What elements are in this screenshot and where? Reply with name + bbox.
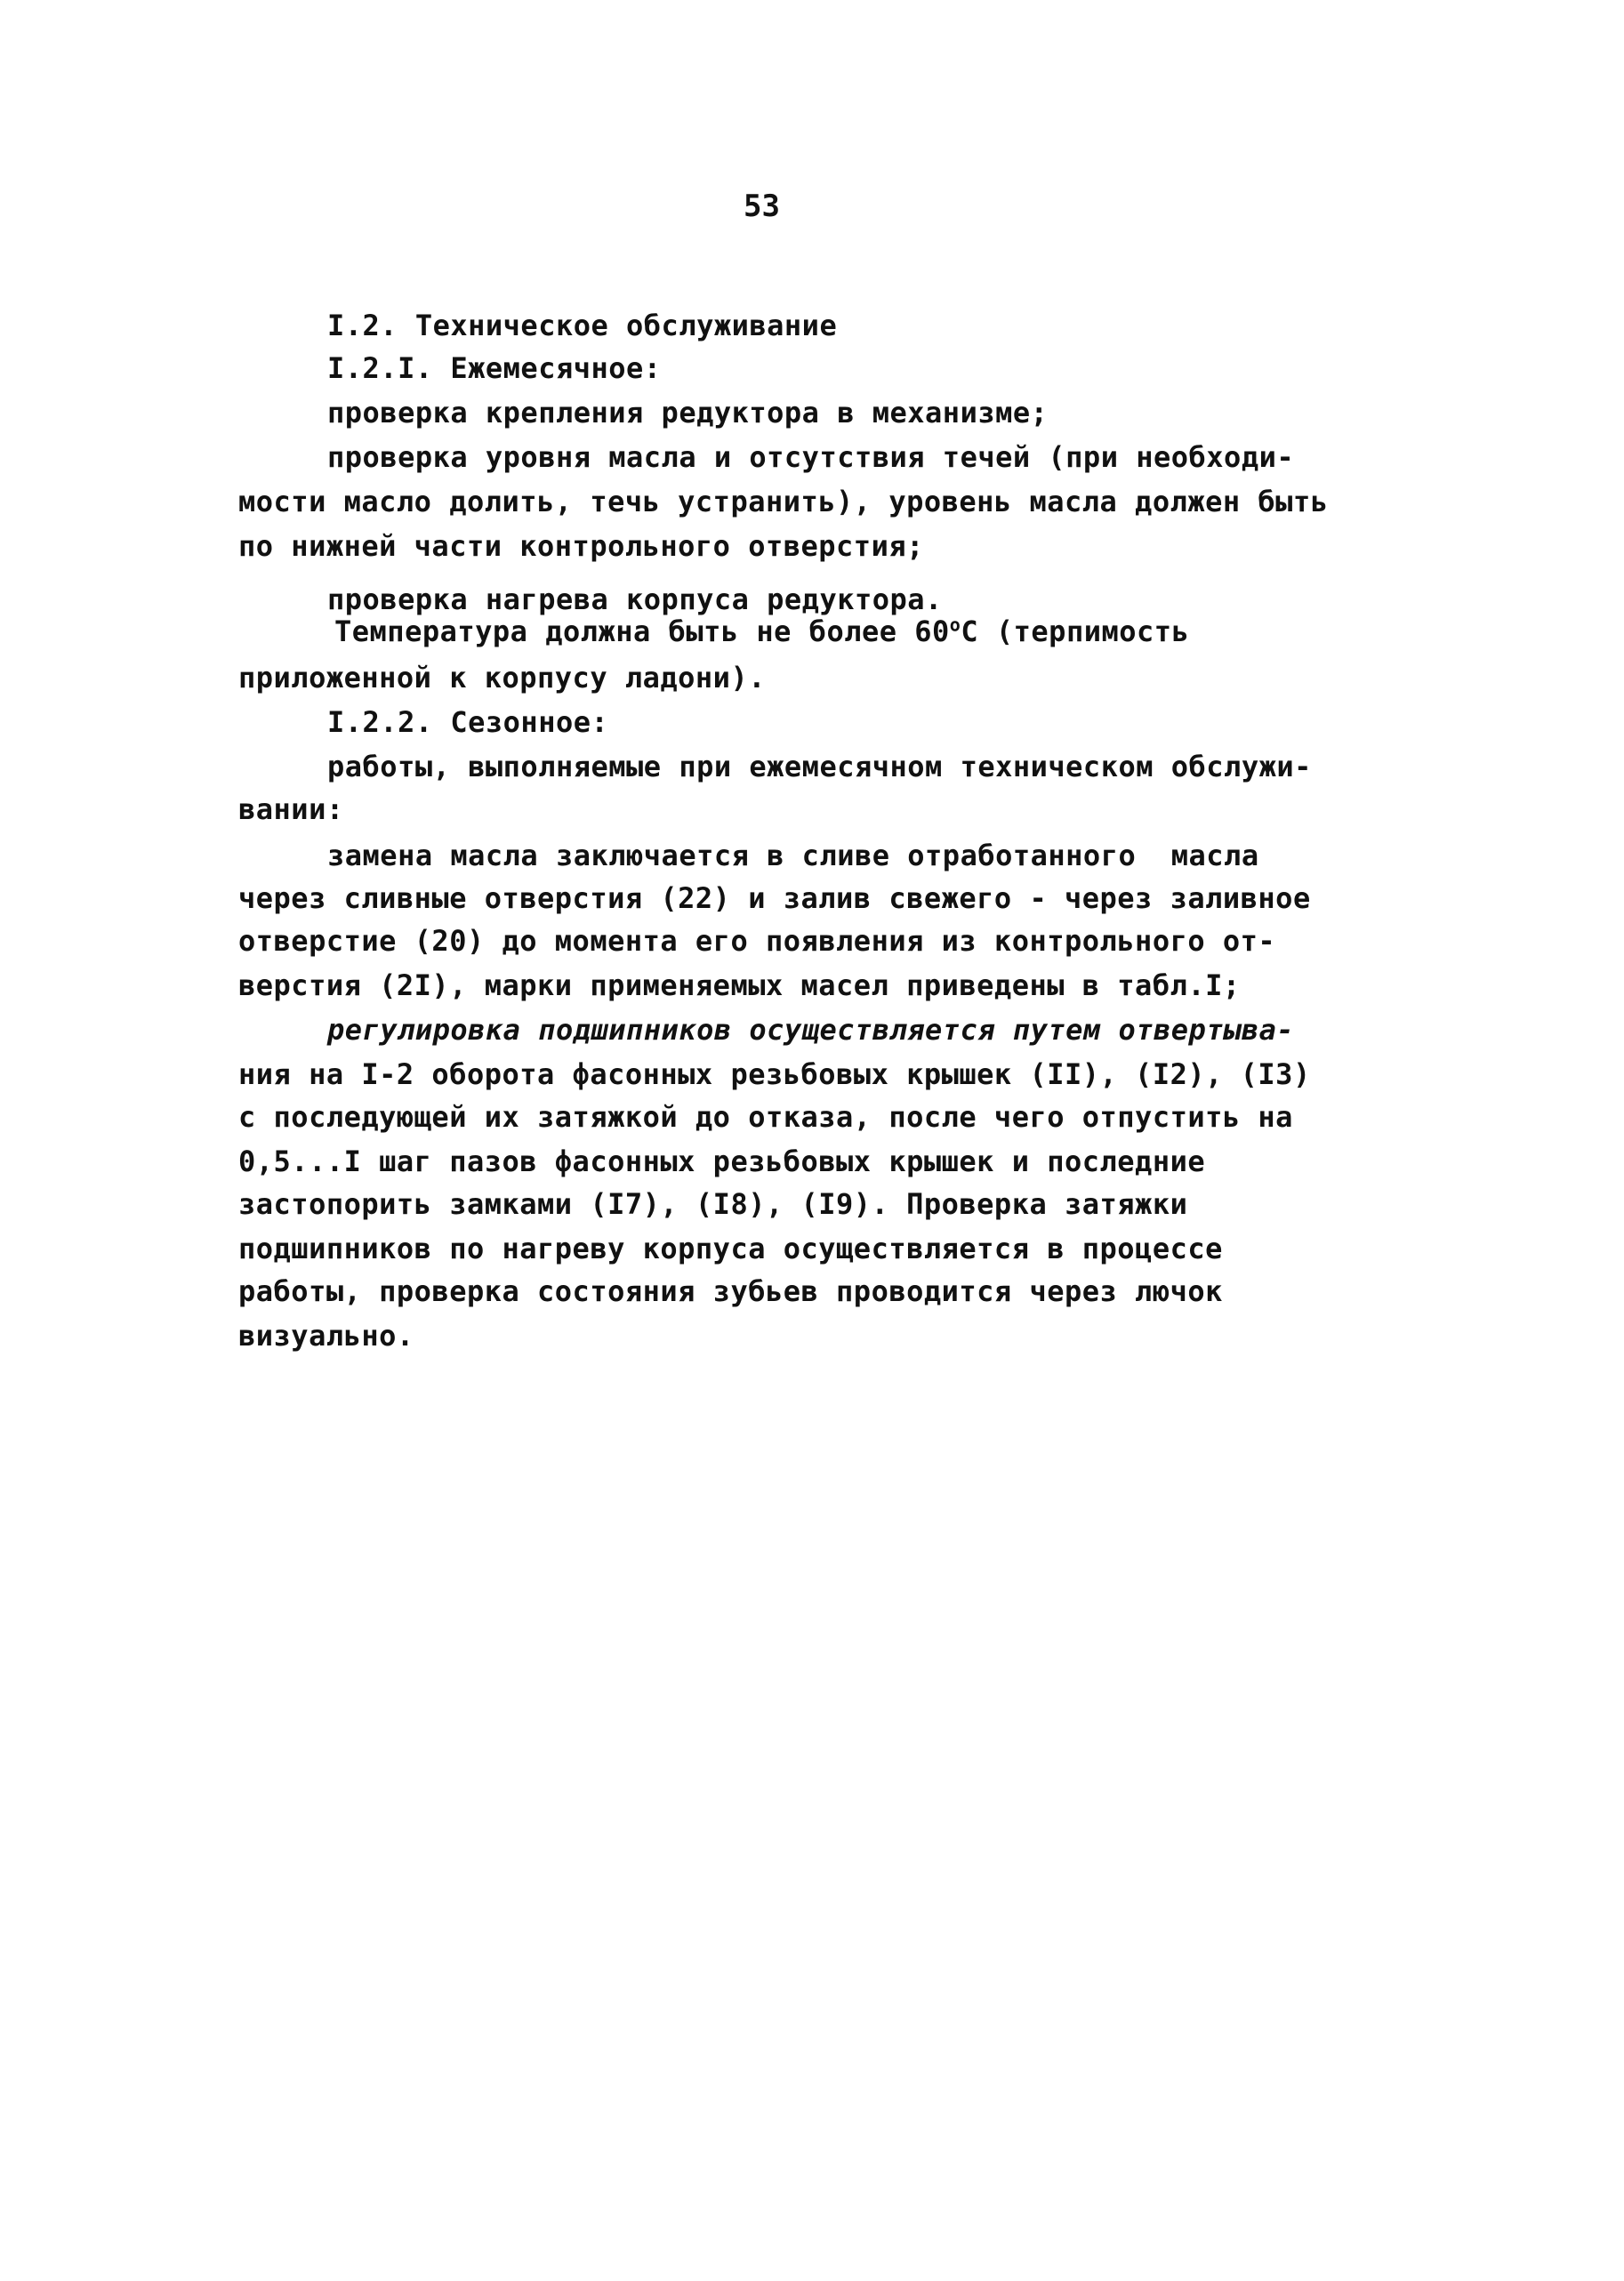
text-line: по нижней части контрольного отверстия; <box>238 529 924 563</box>
text-line: работы, проверка состояния зубьев проводится через лючок <box>238 1274 1223 1308</box>
text-line: вании: <box>238 792 344 826</box>
text-fragment: С (терпимость <box>961 614 1190 648</box>
text-line: мости масло долить, течь устранить), уровень масла должен быть <box>238 485 1329 518</box>
degree-symbol: o <box>949 614 961 636</box>
text-line: приложенной к корпусу ладони). <box>238 661 766 695</box>
text-fragment: Температура должна быть не более 60 <box>334 614 950 648</box>
subsection-heading-seasonal: I.2.2. Сезонное: <box>327 705 609 739</box>
text-line-temperature <box>334 614 1190 648</box>
text-line: проверка уровня масла и отсутствия течей (при необходи- <box>327 440 1295 474</box>
text-line: подшипников по нагреву корпуса осуществляется в процессе <box>238 1232 1223 1265</box>
text-line: застопорить замками (I7), (I8), (I9). Проверка затяжки <box>238 1187 1188 1221</box>
text-line: ния на I-2 оборота фасонных резьбовых крышек (II), (I2), (I3) <box>238 1057 1311 1091</box>
text-line: визуально. <box>238 1319 414 1353</box>
text-line: 0,5...I шаг пазов фасонных резьбовых крышек и последние <box>238 1145 1206 1178</box>
text-line: регулировка подшипников осуществляется путем отвертыва- <box>327 1013 1295 1047</box>
text-line: проверка крепления редуктора в механизме; <box>327 396 1049 430</box>
text-line: отверстие (20) до момента его появления из контрольного от- <box>238 924 1276 958</box>
text-line: замена масла заключается в сливе отработанного масла <box>327 839 1259 872</box>
page-number: 53 <box>744 189 780 224</box>
subsection-heading-monthly: I.2.I. Ежемесячное: <box>327 351 662 385</box>
text-line: верстия (2I), марки применяемых масел приведены в табл.I; <box>238 968 1241 1002</box>
section-heading-maintenance: I.2. Техническое обслуживание <box>327 309 838 342</box>
text-line: проверка нагрева корпуса редуктора. <box>327 582 943 616</box>
text-line: с последующей их затяжкой до отказа, после чего отпустить на <box>238 1100 1293 1134</box>
text-line: через сливные отверстия (22) и залив свежего - через заливное <box>238 881 1311 915</box>
text-line: работы, выполняемые при ежемесячном техническом обслужи- <box>327 750 1312 783</box>
